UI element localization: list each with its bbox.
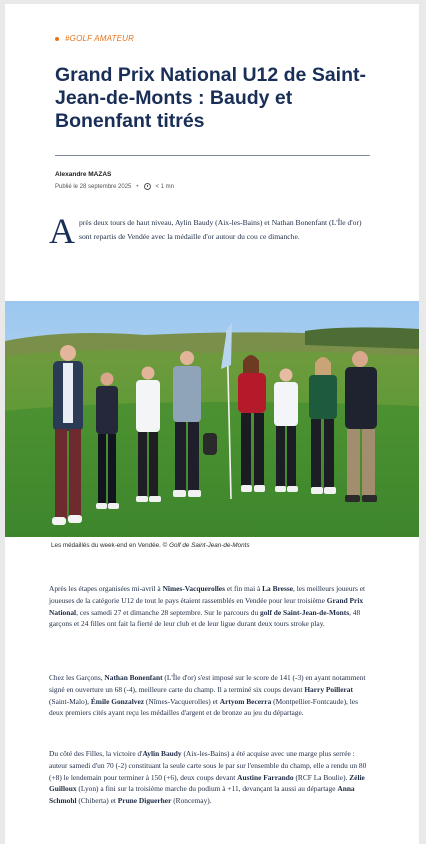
body-paragraph-3 <box>49 748 374 807</box>
meta-separator: • <box>136 183 139 190</box>
p2-text-2: (L'Île d'or) s'est imposé sur le score de 141 (-3) en ayant notamment signé en ouverture un 68 (-4), meilleure carte du champ. Il a terminé six coups devant <box>49 673 366 694</box>
p3-text-6: (Roncemay). <box>171 796 212 806</box>
p3-bold-3: Zélie Guilloux <box>49 772 365 794</box>
p2-text-5: (Montpellier-Fontcaude), les deux premiers cités ayant reçu les médailles d'argent et de bronze au jeu du départage. <box>49 696 358 718</box>
p2-text-3: (Saint-Malo), <box>49 696 91 706</box>
clock-icon <box>144 183 151 190</box>
category-tag[interactable] <box>55 34 134 43</box>
p1-text-5: , 48 garçons et 24 filles ont fait la fierté de leur club et de leur ligue durant deux tours stroke play. <box>49 607 361 629</box>
lead-text: près deux tours de haut niveau, Aylin Baudy (Aix-les-Bains) et Nathan Bonenfant (L'Île d'or) sont repartis de Vendée avec la médaille d'or autour du cou ce dimanche. <box>79 218 362 241</box>
body-paragraph-1 <box>49 583 374 630</box>
p2-bold-2: Harry Poillerat <box>304 684 353 694</box>
category-tag-label[interactable]: #GOLF AMATEUR <box>65 34 135 43</box>
article-title: Grand Prix National U12 de Saint-Jean-de-Monts : Baudy et Bonenfant titrés <box>55 64 366 132</box>
p2-bold-1: Nathan Bonenfant <box>104 673 163 682</box>
p3-text-1: Du côté des Filles, la victoire d' <box>49 749 143 758</box>
body-paragraph-2 <box>49 672 374 719</box>
article-card <box>5 4 419 844</box>
p3-bold-2: Austine Farrando <box>237 772 294 782</box>
p3-bold-4: Anna Schmohl <box>49 784 355 806</box>
p2-text-1: Chez les Garçons, <box>49 673 105 682</box>
author-name[interactable]: Alexandre MAZAS <box>55 171 112 178</box>
p3-bold-5: Prune Diguerher <box>117 796 172 806</box>
p1-bold-4: golf de Saint-Jean-de-Monts <box>260 607 350 617</box>
publish-date: Publié le 28 septembre 2025 <box>55 183 132 190</box>
p2-bold-4: Artyom Becerra <box>219 696 272 706</box>
tag-bullet-icon <box>55 37 59 41</box>
p1-text-4: , ces samedi 27 et dimanche 28 septembre. Sur le parcours du <box>76 607 260 617</box>
p1-bold-3: Grand Prix National <box>49 595 364 617</box>
p3-text-2: (Aix-les-Bains) a été acquise avec une marge plus serrée : auteur samedi d'un 70 (-2) constituant la seule carte sous le par sur l'ensemble du champ, elle a rendu un 80 (+8) le lendemain pour terminer à 150 (+6), deux coups devant <box>49 749 367 782</box>
p3-text-4: (Lyon) a fini sur la troisième marche du podium à +11, devançant la aussi au départage <box>76 784 338 794</box>
caption-text: Les médaillés du week-end en Vendée. © <box>51 542 170 549</box>
p2-text-4: (Nîmes-Vacquerolles) et <box>144 696 220 706</box>
p3-bold-1: Aylin Baudy <box>142 749 182 758</box>
group-photo-illustration <box>5 301 419 537</box>
read-time: < 1 mn <box>155 183 175 190</box>
article-lead <box>49 211 371 251</box>
photo-caption <box>51 542 250 549</box>
caption-credit: Golf de Saint-Jean-de-Monts <box>169 542 250 549</box>
p1-bold-1: Nîmes-Vacquerolles <box>162 584 225 593</box>
p1-text-2: et fin mai à <box>224 584 263 593</box>
p1-text-1: Après les étapes organisées mi-avril à <box>49 584 163 593</box>
p3-text-3: (RCF La Boulie). <box>293 772 350 782</box>
title-divider <box>55 155 370 156</box>
article-meta <box>55 183 174 190</box>
p1-bold-2: La Bresse <box>262 584 293 593</box>
lead-dropcap: A <box>49 211 75 251</box>
p1-text-3: , les meilleurs joueurs et joueuses de la catégorie U12 de tout le pays étaient rassemblés en Vendée pour leur troisième <box>49 584 366 605</box>
p3-text-5: (Chiberta) et <box>76 796 118 806</box>
article-photo <box>5 301 419 537</box>
p2-bold-3: Émile Gonzalvez <box>90 696 145 706</box>
